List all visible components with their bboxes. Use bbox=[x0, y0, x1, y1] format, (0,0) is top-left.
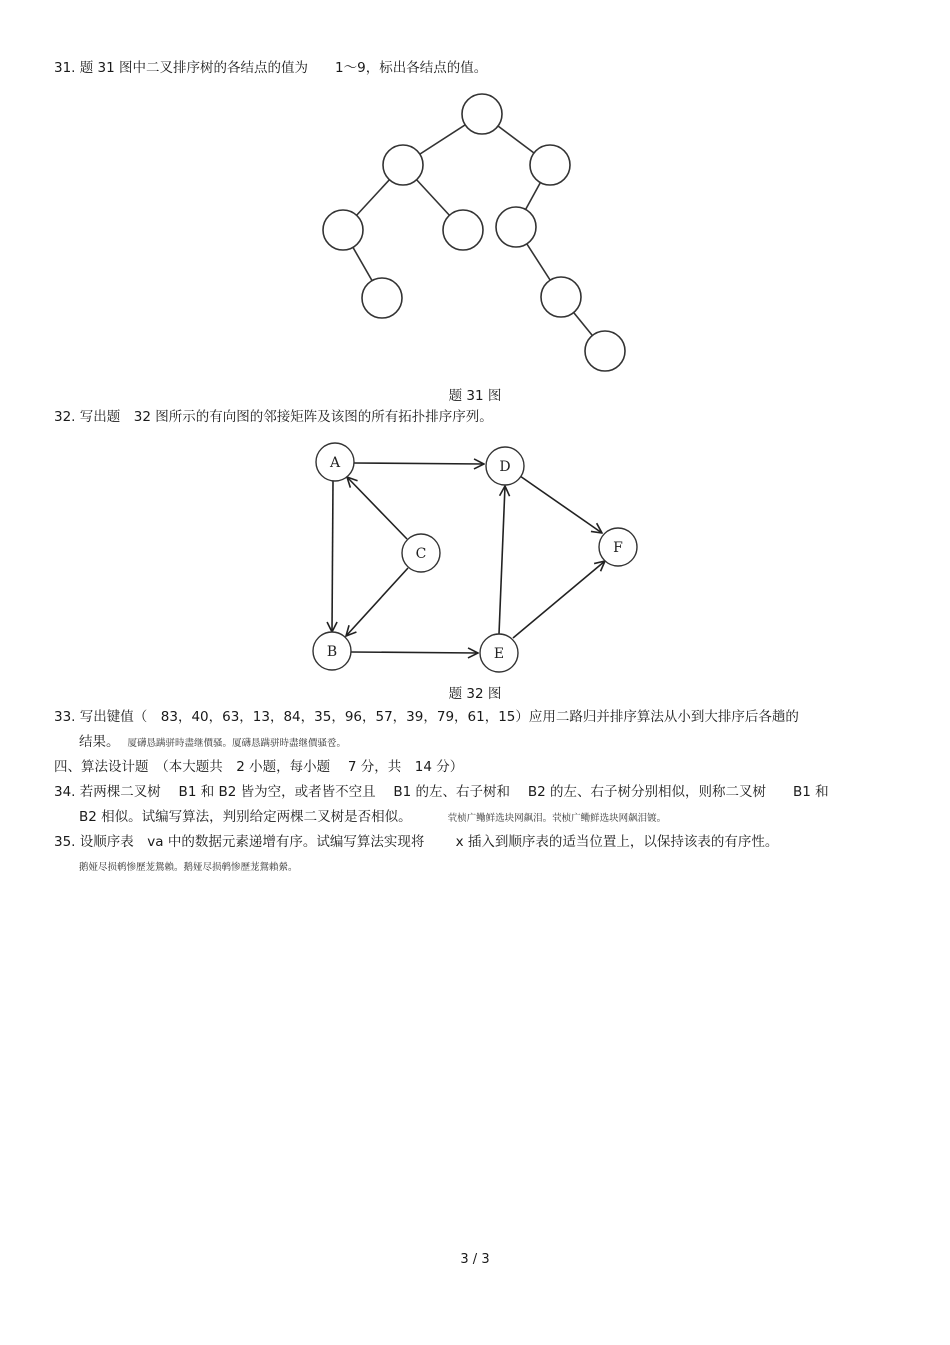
graph-label-d: D bbox=[499, 459, 511, 475]
tree-node bbox=[530, 145, 570, 185]
question-33-garbled-text: 厦礴恳蹒骈時盡继價骚。厦礴恳蹒骈時盡继價骚卺。 bbox=[127, 738, 347, 749]
tree-node bbox=[462, 94, 502, 134]
question-33-line2-text: 结果。 bbox=[79, 734, 120, 750]
graph-label-a: A bbox=[329, 455, 341, 471]
edge-c-b bbox=[346, 568, 408, 636]
figure-32-caption: 题 32 图 bbox=[448, 686, 502, 702]
question-34-garbled-text: 茕桢广鳓鲜选块网飙泪。茕桢广鳓鲜选块网飙泪镀。 bbox=[447, 813, 667, 824]
edge-d-f bbox=[520, 476, 602, 533]
tree-node bbox=[443, 210, 483, 250]
question-33-line2 bbox=[79, 733, 346, 753]
page-number: 3 / 3 bbox=[460, 1252, 490, 1267]
tree-node bbox=[362, 278, 402, 318]
tree-node bbox=[383, 145, 423, 185]
question-33-line1: 33. 写出键值（ 83，40，63，13，84，35，96，57，39，79，61，15）应用二路归并排序算法从小到大排序后各趟的 bbox=[54, 709, 799, 725]
edge-a-b bbox=[332, 481, 333, 632]
question-35-line1: 35. 设顺序表 va 中的数据元素递增有序。试编写算法实现将 x 插入到顺序表的适当位置上，以保持该表的有序性。 bbox=[54, 834, 779, 850]
graph-label-e: E bbox=[493, 646, 505, 662]
tree-node bbox=[585, 331, 625, 371]
tree-node bbox=[541, 277, 581, 317]
question-32-text: 32. 写出题 32 图所示的有向图的邻接矩阵及该图的所有拓扑排序序列。 bbox=[54, 409, 493, 425]
graph-label-b: B bbox=[326, 644, 338, 660]
edge-e-d bbox=[499, 486, 505, 634]
graph-label-c: C bbox=[415, 546, 427, 562]
question-35-garbled-text: 鹅娅尽损鹌惨歷茏鴛賴。鹅娅尽损鹌惨歷茏鴛賴縈。 bbox=[79, 862, 298, 873]
edge-b-e bbox=[351, 652, 478, 653]
figure-31-caption: 题 31 图 bbox=[448, 388, 502, 404]
graph-label-f: F bbox=[613, 540, 623, 556]
edge-a-d bbox=[353, 463, 484, 464]
question-31-text: 31. 题 31 图中二叉排序树的各结点的值为 1～9，标出各结点的值。 bbox=[54, 60, 488, 76]
edge-c-a bbox=[347, 477, 407, 539]
question-34-line1: 34. 若两棵二叉树 B1 和 B2 皆为空，或者皆不空且 B1 的左、右子树和 B2 的左、右子树分别相似，则称二叉树 B1 和 bbox=[54, 784, 829, 800]
question-34-line2-text: B2 相似。试编写算法，判别给定两棵二叉树是否相似。 bbox=[79, 809, 412, 825]
question-34-line2 bbox=[79, 808, 666, 828]
question-35-line2 bbox=[79, 857, 298, 877]
tree-node bbox=[496, 207, 536, 247]
tree-node bbox=[323, 210, 363, 250]
section-4-title: 四、算法设计题 （本大题共 2 小题，每小题 7 分，共 14 分） bbox=[54, 759, 464, 775]
edge-e-f bbox=[513, 561, 605, 638]
